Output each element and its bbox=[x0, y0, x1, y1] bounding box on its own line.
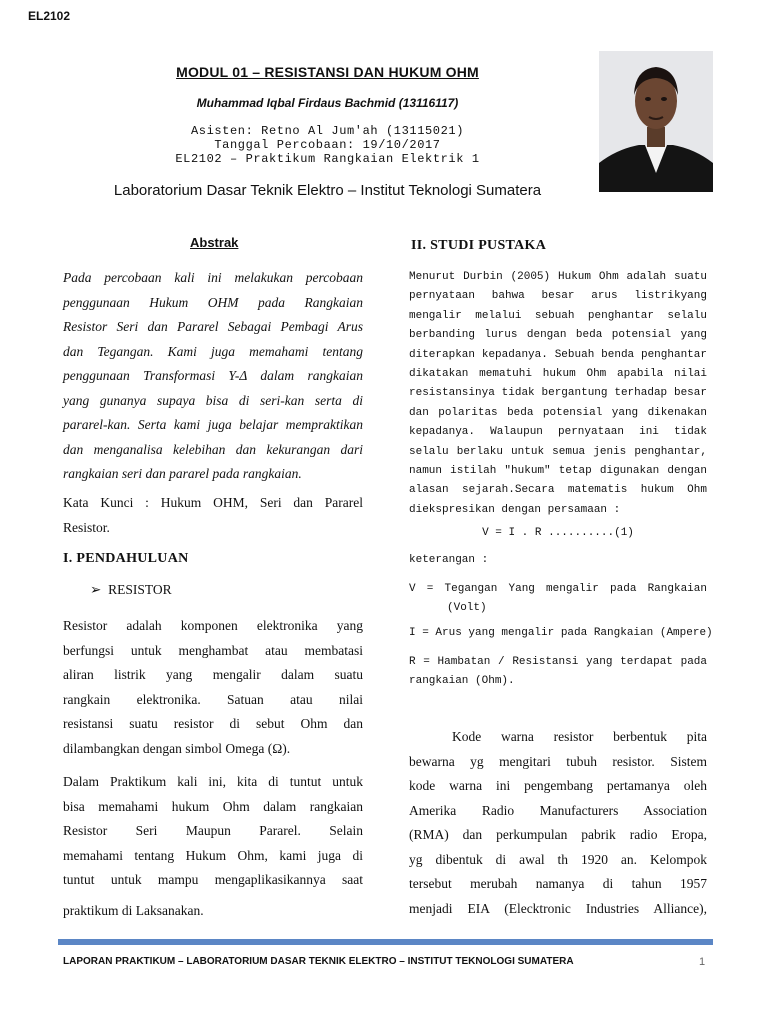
section-heading-pendahuluan: I. PENDAHULUAN bbox=[63, 551, 189, 566]
paragraph-line: Menurut Durbin (2005) Hukum Ohm adalah suatu bbox=[409, 271, 707, 283]
ohm-law-formula: V = I . R ..........(1) bbox=[482, 527, 634, 539]
author-line: Muhammad Iqbal Firdaus Bachmid (13116117) bbox=[196, 96, 459, 110]
paragraph-line: dan polaritas beda potensial yang dikenakan bbox=[409, 406, 707, 419]
assistant-line: Asisten: Retno Al Jum'ah (13115021) bbox=[190, 124, 465, 138]
keywords bbox=[63, 491, 363, 540]
definition-line: (Volt) bbox=[447, 602, 487, 614]
bullet-resistor bbox=[90, 582, 172, 598]
footer-rule bbox=[58, 939, 713, 945]
abstract-heading: Abstrak bbox=[190, 235, 239, 250]
footer-text: LAPORAN PRAKTIKUM – LABORATORIUM DASAR TEKNIK ELEKTRO – INSTITUT TEKNOLOGI SUMATERA bbox=[63, 956, 574, 967]
document-code: EL2102 bbox=[28, 9, 71, 23]
paragraph-line: yg dibentuk di awal th 1920 an. Kelompok bbox=[409, 851, 707, 867]
abstract-line: penggunaan Transformasi Y-Δ dalam rangkaian bbox=[63, 368, 363, 383]
abstract-text bbox=[63, 266, 363, 487]
abstract-line: Resistor Seri dan Pararel Sebagai Pembagi Arus bbox=[63, 319, 363, 334]
keywords-line: Kata Kunci : Hukum OHM, Seri dan Pararel bbox=[63, 495, 363, 510]
date-line: Tanggal Percobaan: 19/10/2017 bbox=[214, 138, 441, 152]
author-photo-image bbox=[599, 51, 713, 192]
definition-line: rangkaian (Ohm). bbox=[409, 675, 515, 687]
paragraph-line: diterapkan kepadanya. Sebuah benda penghantar bbox=[409, 348, 707, 361]
definition-line: V = Tegangan Yang mengalir pada Rangkaian bbox=[409, 583, 707, 595]
paragraph-line: bisa memahami hukum Ohm dalam rangkaian bbox=[63, 798, 363, 814]
course-line: EL2102 – Praktikum Rangkaian Elektrik 1 bbox=[175, 152, 480, 166]
paragraph-line: selalu berlaku untuk semua jenis penghantar, bbox=[409, 445, 707, 458]
arrow-bullet-icon: ➢ bbox=[90, 582, 102, 597]
paragraph-line: (RMA) dan perkumpulan pabrik radio Eropa, bbox=[409, 827, 707, 842]
keterangan-label: keterangan : bbox=[409, 554, 489, 566]
paragraph-line: resistansinya tidak bergantung terhadap besar bbox=[409, 387, 707, 400]
paragraph-line: Amerika Radio Manufacturers Association bbox=[409, 802, 707, 818]
paragraph-line: Resistor Seri Maupun Pararel. Selain bbox=[63, 823, 363, 838]
paragraph-line: menjadi EIA (Elecktronic Industries Alliance), bbox=[409, 900, 707, 916]
paper-title: MODUL 01 – RESISTANSI DAN HUKUM OHM bbox=[176, 64, 479, 80]
abstract-line: rangkaian seri dan pararel pada rangkaian. bbox=[63, 466, 302, 481]
definition-resistance bbox=[409, 653, 707, 691]
praktikum-last-line: praktikum di Laksanakan. bbox=[63, 903, 204, 918]
paragraph-line: berfungsi untuk menghambat atau membatasi bbox=[63, 642, 363, 658]
paragraph-line: aliran listrik yang mengalir dalam suatu bbox=[63, 667, 363, 682]
paragraph-line: memahami tentang Hukum Ohm, kami juga di bbox=[63, 847, 363, 863]
paragraph-line: kepadanya. Walaupun pernyataan ini tidak bbox=[409, 426, 707, 439]
abstract-line: Pada percobaan kali ini melakukan percobaan bbox=[63, 270, 363, 285]
keywords-line: Resistor. bbox=[63, 519, 110, 535]
paragraph-line: bewarna yg mengitari tubuh resistor. Sistem bbox=[409, 753, 707, 769]
bullet-label: RESISTOR bbox=[108, 582, 172, 597]
resistor-paragraph bbox=[63, 614, 363, 761]
abstract-line: pararel-kan. Serta kami juga belajar mempraktikan bbox=[63, 417, 363, 432]
praktikum-paragraph bbox=[63, 770, 363, 893]
paragraph-line: tuntut untuk mampu mengaplikasikannya saat bbox=[63, 872, 363, 887]
definition-line: R = Hambatan / Resistansi yang terdapat pada bbox=[409, 656, 707, 668]
abstract-line: yang gunanya supaya bisa di seri-kan serta di bbox=[63, 392, 363, 408]
paragraph-line: Dalam Praktikum kali ini, kita di tuntut untuk bbox=[63, 774, 363, 789]
definition-current: I = Arus yang mengalir pada Rangkaian (Ampere) bbox=[409, 627, 713, 639]
color-code-paragraph bbox=[409, 725, 707, 921]
author-photo bbox=[599, 51, 713, 192]
definition-voltage bbox=[409, 580, 707, 618]
paragraph-line: Kode warna resistor berbentuk pita bbox=[452, 729, 707, 744]
abstract-line: penggunaan Hukum OHM pada Rangkaian bbox=[63, 294, 363, 310]
lab-affiliation: Laboratorium Dasar Teknik Elektro – Institut Teknologi Sumatera bbox=[113, 182, 542, 199]
paragraph-line: mengalir melalui sebuah penghantar selalu bbox=[409, 309, 707, 322]
paragraph-line: resistansi suatu resistor di sebut Ohm dan bbox=[63, 716, 363, 731]
abstract-line: dan menganalisa kelebihan dan kekurangan dari bbox=[63, 441, 363, 457]
pustaka-paragraph bbox=[409, 268, 707, 520]
paragraph-line: dilambangkan dengan simbol Omega (Ω). bbox=[63, 740, 291, 756]
section-heading-studi-pustaka: II. STUDI PUSTAKA bbox=[411, 238, 547, 253]
paragraph-line: Resistor adalah komponen elektronika yang bbox=[63, 618, 363, 633]
paragraph-line: rangkain elektronika. Satuan atau nilai bbox=[63, 691, 363, 707]
paragraph-line: kode warna ini pengembang pertamanya oleh bbox=[409, 778, 707, 793]
abstract-line: dan Tegangan. Kami juga memahami tentang bbox=[63, 343, 363, 359]
page-number: 1 bbox=[699, 956, 706, 968]
paragraph-line: pernyataan bahwa besar arus listrikyang bbox=[409, 290, 707, 303]
paragraph-line: namun istilah "hukum" tetap digunakan dengan bbox=[409, 465, 707, 478]
paragraph-line: alasan sejarah.Secara matematis hukum Ohm bbox=[409, 484, 707, 497]
paragraph-line: dikatakan mematuhi hukum Ohm apabila nilai bbox=[409, 368, 707, 381]
meta-info bbox=[0, 124, 655, 166]
paragraph-line: tersebut merubah namanya di tahun 1957 bbox=[409, 876, 707, 891]
paragraph-line: diekspresikan dengan persamaan : bbox=[409, 503, 621, 516]
paragraph-line: berbanding lurus dengan beda potensial yang bbox=[409, 329, 707, 342]
